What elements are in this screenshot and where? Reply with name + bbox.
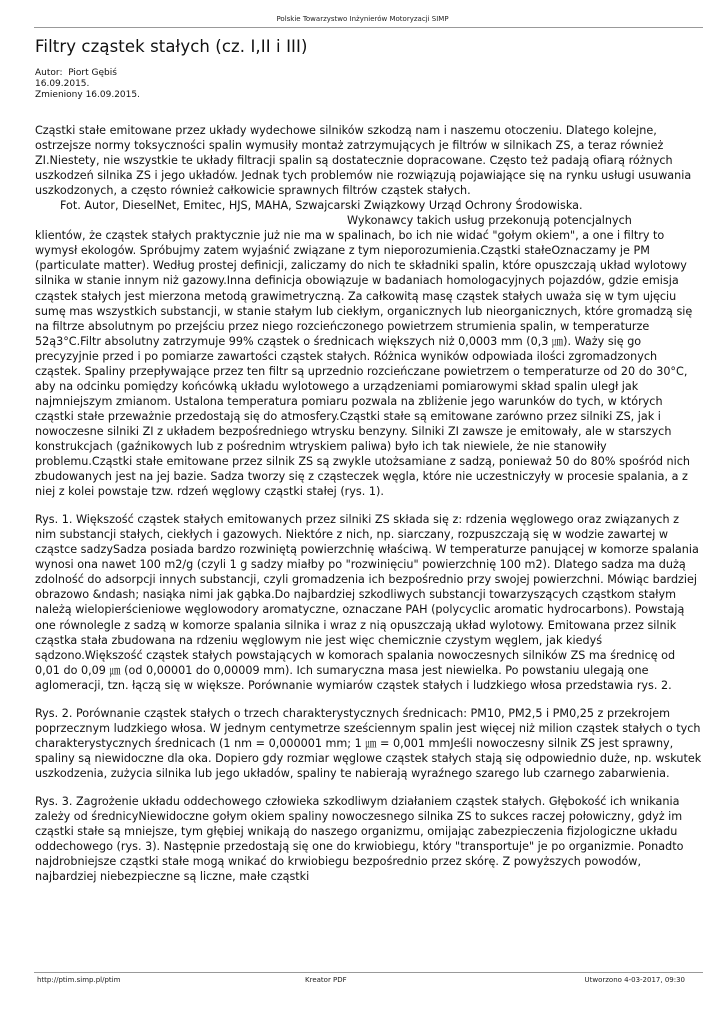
paragraph-fig2: Rys. 2. Porównanie cząstek stałych o trzech charakterystycznych średnicach: PM10, PM2,5 i PM0,25 z przekrojem poprzecznym ludzkiego włosa. W jednym centymetrze sześciennym spalin jest więcej niż milion cząstek stałych o tych charakterystycznych średnicach (1 nm = 0,000001 mm; 1 ㎛ = 0,001 mmJeśli nowoczesny silnik ZS jest sprawny, spaliny są niewidoczne dla oka. Dopiero gdy rozmiar węglowe cząstek stałych stają się odpowiednio duże, np. wskutek uszkodzenia, zużycia silnika lub jego układów, spaliny te nabierają wyraźnego szarego lub czarnego zabarwienia. — [35, 706, 702, 780]
paragraph-gap — [35, 499, 703, 512]
article-title: Filtry cząstek stałych (cz. I,II i III) — [35, 37, 308, 56]
paragraph-gap — [35, 781, 703, 794]
paragraph-contractors-start: Wykonawcy takich usług przekonują potencjalnych — [347, 214, 632, 228]
footer-generator: Kreator PDF — [305, 976, 347, 984]
paragraph-gap — [35, 693, 703, 706]
paragraph-particulates: klientów, że cząstek stałych praktycznie już nie ma w spalinach, bo ich nie widać "gołym okiem", a one i filtry to wymysł ekologów. Spróbujmy zatem wyjaśnić związane z tym nieporozumienia.Cząstki stałeOznaczamy je PM (particulate matter). Według prostej definicji, zaliczamy do nich te składniki spalin, które opuszczają układ wylotowy silnika w stanie innym niż gazowy.Inna definicja obowiązuje w badaniach homologacyjnych pojazdów, gdzie emisja cząstek stałych jest mierzona metodą grawimetryczną. Za całkowitą masę cząstek stałych uważa się w tym ujęciu sumę mas wszystkich substancji, w stanie stałym lub ciekłym, organicznych lub nieorganicznych, które gromadzą się na filtrze absolutnym po przejściu przez niego rozcieńczonego powietrzem strumienia spalin, w temperaturze 52ą3°C.Filtr absolutny zatrzymuje 99% cząstek o średnicach większych niż 0,0003 mm (0,3 ㎛). Waży się go precyzyjnie przed i po pomiarze zawartości cząstek stałych. Różnica wyników odpowiada ilości zgromadzonych cząstek. Spaliny przepływające przez ten filtr są uprzednio rozcieńczane powietrzem o temperaturze od 20 do 30°C, aby na odcinku pomiędzy końcówką układu wylotowego a urządzeniami pomiarowymi skład spalin uległ jak najmniejszym zmianom. Ustalona temperatura pomiaru pozwala na zbliżenie jego warunków do tych, w których cząstki stałe przeważnie przedostają się do atmosfery.Cząstki stałe są emitowane zarówno przez silniki ZS, jak i nowoczesne silniki ZI z układem bezpośredniego wtrysku benzyny. Silniki ZI zawsze je emitowały, ale w starszych konstrukcjach (gaźnikowych lub z pośrednim wtryskiem paliwa) było ich tak niewiele, że nie stanowiły problemu.Cząstki stałe emitowane przez silnik ZS są zwykle utożsamiane z sadzą, ponieważ 50 do 80% spośród nich zbudowanych jest na jej bazie. Sadza tworzy się z cząsteczek węgla, które nie uczestniczyły w procesie spalania, a z niej z kolei powstaje tzw. rdzeń węglowy cząstki stałej (rys. 1). — [35, 229, 693, 499]
paragraph-intro: Cząstki stałe emitowane przez układy wydechowe silników szkodzą nam i naszemu otoczeniu. Dlatego kolejne, ostrzejsze normy toksyczności spalin wymusiły montaż zatrzymujących je filtrów w silnikach ZS, a teraz również ZI.Niestety, nie wszystkie te układy filtracji spalin są dostatecznie dopracowane. Często też padają ofiarą różnych uszkodzeń silnika ZS i jego układów. Jednak tych problemów nie rozwiązują pojawiające się na rynku usługi usuwania uszkodzonych, a często również całkowicie sprawnych filtrów cząstek stałych. — [35, 124, 692, 198]
author-line: Autor: Piort Gębiś — [35, 68, 117, 78]
modified-line: Zmieniony 16.09.2015. — [35, 90, 140, 100]
paragraph-fig3: Rys. 3. Zagrożenie układu oddechowego człowieka szkodliwym działaniem cząstek stałych. Głębokość ich wnikania zależy od średnicyNiewidoczne gołym okiem spaliny nowoczesnego silnika ZS to sukces raczej połowiczny, gdyż im cząstki stałe są mniejsze, tym głębiej wnikają do naszego organizmu, omijając zabezpieczenia fizjologiczne układu oddechowego (rys. 3). Następnie przedostają się one do krwiobiegu, który "transportuje" je po organizmie. Ponadto najdrobniejsze cząstki stałe mogą wnikać do krwiobiegu bezpośrednio przez skórę. Z powyższych powodów, najbardziej niebezpieczne są liczne, małe cząstki — [35, 794, 684, 884]
footer-created-date: Utworzono 4-03-2017, 09:30 — [584, 976, 685, 984]
header-divider — [34, 27, 703, 28]
article-meta — [35, 68, 140, 101]
page-header: Polskie Towarzystwo Inżynierów Motoryzacji SIMP — [276, 15, 449, 23]
article-body — [35, 123, 703, 884]
date-line: 16.09.2015. — [35, 79, 90, 89]
footer-divider — [34, 972, 703, 973]
footer-url-link[interactable]: http://ptim.simp.pl/ptim — [37, 976, 121, 984]
photo-credits: Fot. Autor, DieselNet, Emitec, HJS, MAHA, Szwajcarski Związkowy Urząd Ochrony Środowiska. — [60, 199, 583, 213]
paragraph-fig1: Rys. 1. Większość cząstek stałych emitowanych przez silniki ZS składa się z: rdzenia węglowego oraz związanych z nim substancji stałych, ciekłych i gazowych. Niektóre z nich, np. siarczany, rozpuszczają się w wodzie zawartej w cząstce sadzySadza posiada bardzo rozwiniętą powierzchnię właściwą. W temperaturze panującej w komorze spalania wynosi ona nawet 100 m2/g (czyli 1 g sadzy miałby po "rozwinięciu" powierzchnię 100 m2). Dlatego sadza ma dużą zdolność do adsorpcji innych substancji, czyli gromadzenia ich bezpośrednio przy swojej powierzchni. Mówiąc bardziej obrazowo &ndash; nasiąka nimi jak gąbka.Do najbardziej szkodliwych substancji towarzyszących cząstkom stałym należą wielopierścieniowe węglowodory aromatyczne, oznaczane PAH (polycyclic aromatic hydrocarbons). Powstają one równolegle z sadzą w komorze spalania silnika i wraz z nią opuszczają układ wylotowy. Emitowana przez silnik cząstka stała zbudowana na rdzeniu węglowym nie jest więc chemicznie czystym węglem, jak kiedyś sądzono.Większość cząstek stałych powstających w komorach spalania nowoczesnych silników ZS ma średnicę od 0,01 do 0,09 ㎛ (od 0,00001 do 0,00009 mm). Ich sumaryczna masa jest niewielka. Po powstaniu ulegają one aglomeracji, tzn. łączą się w większe. Porównanie wymiarów cząstek stałych i ludzkiego włosa przedstawia rys. 2. — [35, 513, 699, 692]
